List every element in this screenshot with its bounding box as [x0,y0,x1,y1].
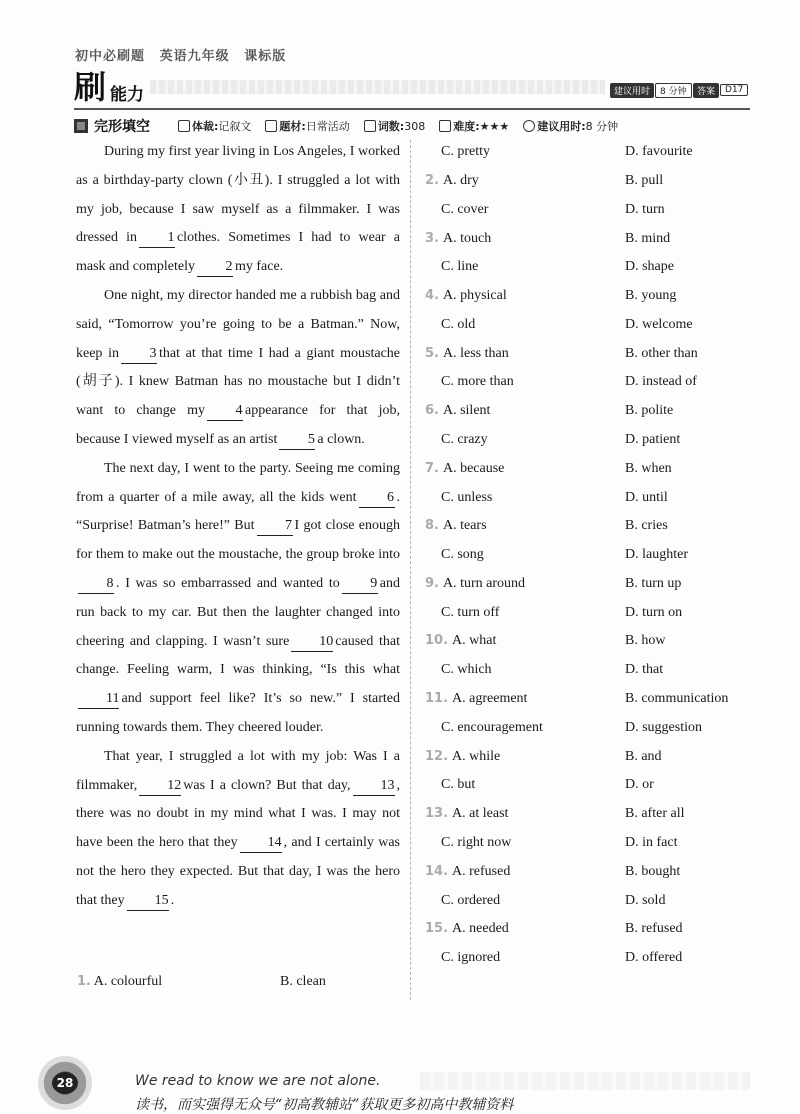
option-text: A. dry [442,173,479,188]
option-text: C. more than [441,374,514,390]
option-text: C. turn off [441,604,500,620]
meta-time [523,118,618,134]
question-number: 9. [425,575,439,591]
clock-icon [523,120,535,132]
option-text: B. cries [625,518,668,534]
option-text: A. what [452,633,497,649]
option-text: D. offered [625,950,683,966]
question-number: 2. [425,173,439,188]
question-15-option-d [625,950,682,966]
question-number: 13. [425,806,449,822]
question-number: 12. [425,748,449,764]
question-6-option-d [625,432,680,448]
passage-text: a clown. [317,431,365,447]
option-text: D. patient [625,432,681,448]
option-text: D. suggestion [625,719,702,735]
question-3-option-b [625,231,670,247]
question-13-option-d [625,835,677,851]
option-text: A. tears [442,518,487,534]
option-text: C. right now [441,834,512,850]
option-text: A. physical [442,288,507,304]
question-10-option-a [425,633,496,649]
option-text: C. song [441,547,484,563]
option-text: B. other than [625,345,698,361]
meta-topic [265,118,349,134]
option-text: C. ignored [441,950,501,966]
question-4-option-a [425,288,507,304]
genre-icon [178,120,190,132]
question-15-option-a [425,921,509,937]
meta-topic-label: 题材: [279,120,306,133]
cloze-passage [76,138,400,916]
option-text: A. at least [452,806,509,822]
blank-12: 12 [139,777,181,796]
question-14-option-d [625,893,665,909]
question-5-option-c [441,374,514,390]
question-number: 7. [425,460,439,476]
option-text: B. how [625,633,666,649]
question-number: 14. [425,863,449,879]
question-5-option-b [625,346,698,362]
section-title: 完形填空 [94,119,150,135]
word-count-icon [364,120,376,132]
meta-difficulty-value: ★★★ [479,119,510,133]
paragraph-2 [76,282,400,455]
option-text: D. shape [625,259,674,275]
question-number: 5. [425,345,439,361]
footer-motto: We read to know we are not alone. [135,1073,381,1089]
meta-genre [178,118,251,134]
question-7-option-a [425,461,504,477]
question-12-option-a [425,749,500,765]
option-b: B. clean [280,974,326,989]
question-12-option-d [625,777,654,793]
brand-logo: 刷 [74,68,107,106]
question-number: 11. [425,691,449,707]
question-15-option-b [625,921,683,937]
blank-1: 1 [139,229,175,248]
option-text: B. bought [625,863,681,879]
meta-topic-value: 日常活动 [305,120,350,133]
option-text: B. polite [625,403,674,419]
footer-decoration [420,1072,750,1090]
passage-text: was I a clown? But that day, [183,777,351,793]
option-text: C. cover [441,201,489,217]
passage-text: One night, my director handed me a rubbish bag and said, “Tomorrow you’re going to be a Batman.” Now, keep in [76,287,400,361]
passage-text: , there was no doubt in my mind what I was. I may not have been the hero that they [76,777,400,851]
question-10-option-c [441,662,492,678]
question-3-option-a [425,231,491,247]
meta-difficulty [439,118,509,134]
answer-badge [693,82,748,98]
option-text: A. needed [452,921,509,937]
question-number: 6. [425,403,439,419]
option-text: D. that [625,662,664,678]
option-text: C. crazy [441,432,488,448]
blank-9: 9 [342,575,378,594]
option-text: C. but [441,777,476,793]
question-4-option-d [625,317,693,333]
blank-15: 15 [127,892,169,911]
blank-11: 11 [78,690,119,709]
question-8-option-a [425,518,487,534]
question-12-option-c [441,777,475,793]
option-text: C. which [441,662,492,678]
option-text: D. turn [625,201,665,217]
blank-14: 14 [240,834,282,853]
question-number: 1. [77,974,91,989]
question-14-option-b [625,864,680,880]
time-value: 8 分钟 [655,83,692,98]
question-7-option-d [625,490,668,506]
time-label: 建议用时 [610,83,654,98]
passage-text: that at that time I had a giant moustache (胡子). I knew Batman has no moustache but I didn’t want to change my [76,345,400,419]
question-4-option-c [441,317,475,333]
option-text: A. turn around [442,575,526,591]
option-text: A. while [452,748,501,764]
question-1-option-d: D. favourite [625,144,693,159]
decorative-band [150,80,605,94]
option-text: C. line [441,259,479,275]
meta-words-label: 词数: [377,120,405,133]
option-text: B. communication [625,691,729,707]
question-1-option-c: C. pretty [441,144,490,159]
difficulty-icon [439,120,451,132]
passage-text: appearance for that job, because I viewed myself as an artist [76,403,401,447]
page-number: 28 [52,1072,78,1094]
topic-icon [265,120,277,132]
question-10-option-d [625,662,663,678]
option-text: A. touch [442,230,492,246]
blank-4: 4 [207,402,243,421]
question-2-option-c [441,202,488,218]
option-text: B. refused [625,921,683,937]
option-text: C. unless [441,489,493,505]
question-15-option-c [441,950,500,966]
option-a: A. colourful [93,974,163,989]
question-14-option-c [441,893,500,909]
question-11-option-b [625,691,728,707]
option-text: C. old [441,316,476,332]
meta-genre-value: 记叙文 [218,120,252,133]
question-5-option-a [425,346,509,362]
question-2-option-d [625,202,665,218]
meta-time-value: 8 分钟 [585,120,619,133]
question-8-option-b [625,518,668,534]
blank-2: 2 [197,258,233,277]
passage-text: , and I certainly was not the hero they expected. But that day, I was the hero that they [76,835,401,908]
option-text: B. young [625,288,677,304]
passage-text: That year, I struggled a lot with my job: Was I a filmmaker, [76,748,400,793]
paragraph-4 [76,743,400,916]
question-4-option-b [625,288,676,304]
question-3-option-c [441,259,478,275]
meta-time-label: 建议用时: [537,120,586,133]
question-2-option-a [425,173,479,189]
question-6-option-a [425,403,490,419]
column-divider [410,140,411,1000]
option-text: B. after all [625,806,685,822]
paragraph-1 [76,138,400,282]
question-9-option-b [625,576,681,592]
question-10-option-b [625,633,665,649]
section-bar [74,116,632,136]
passage-text: clothes. Sometimes I had to wear a mask and completely [76,230,400,275]
blank-5: 5 [279,431,315,450]
meta-difficulty-label: 难度: [453,120,480,133]
option-text: A. because [442,460,505,476]
blank-7: 7 [257,517,293,536]
question-number: 3. [425,230,439,246]
question-number: 10. [425,633,449,649]
option-text: D. in fact [625,834,678,850]
option-text: A. agreement [452,691,528,707]
question-6-option-b [625,403,673,419]
passage-text: and support feel like? It’s so new.” I started running towards them. They cheered louder. [76,691,400,735]
option-text: B. pull [625,173,664,188]
meta-words-value: 308 [404,119,426,133]
question-13-option-c [441,835,511,851]
meta-words [364,118,425,134]
meta-genre-label: 体裁: [192,120,219,133]
option-text: C. ordered [441,892,501,908]
passage-text: . I was so embarrassed and wanted to [116,575,340,591]
blank-8: 8 [78,575,114,594]
question-11-option-d [625,720,702,736]
footer-watermark-text: 读书，而实强得无众号“初高教辅站”获取更多初高中教辅资料 [135,1097,514,1113]
option-text: A. silent [442,403,491,419]
option-text: D. turn on [625,604,683,620]
question-13-option-b [625,806,684,822]
option-text: A. refused [452,863,511,879]
passage-text: The next day, I went to the party. Seeing me coming from a quarter of a mile away, all the kids went [76,460,400,505]
question-13-option-a [425,806,508,822]
blank-13: 13 [353,777,395,796]
blank-10: 10 [291,633,333,652]
blank-6: 6 [359,489,395,508]
question-9-option-d [625,605,682,621]
option-text: B. turn up [625,575,682,591]
option-text: B. and [625,748,662,764]
option-text: C. encouragement [441,719,543,735]
passage-text: During my first year living in Los Angeles, I worked as a birthday-party clown (小丑). I struggled a lot with my job, because I saw myself as a filmmaker. I was dressed in [76,144,400,246]
option-text: D. laughter [625,547,688,563]
option-text: D. sold [625,892,666,908]
question-9-option-c [441,605,499,621]
question-11-option-c [441,720,543,736]
option-text: A. less than [442,345,509,361]
question-2-option-b [625,173,663,189]
time-badge [610,82,692,98]
answer-page: D17 [720,84,748,96]
paragraph-3 [76,455,400,743]
question-1 [77,974,407,990]
passage-text: my face. [234,259,284,275]
answer-label: 答案 [693,83,719,98]
question-6-option-c [441,432,488,448]
passage-text: . [170,892,175,908]
option-text: D. instead of [625,374,697,390]
question-7-option-b [625,461,672,477]
option-text: D. welcome [625,316,693,332]
question-14-option-a [425,864,510,880]
level-label: 能力 [110,85,144,105]
header-rule [74,108,750,110]
series-grade: 英语九年级 [159,48,230,63]
section-mark-icon [74,119,88,133]
passage-text: I got close enough for them to make out the moustache, the group broke into [76,518,401,563]
series-edition: 课标版 [244,48,287,63]
option-text: D. until [625,489,668,505]
question-3-option-d [625,259,674,275]
option-text: B. when [625,460,672,476]
question-7-option-c [441,490,492,506]
option-text: D. or [625,777,654,793]
passage-text: caused that change. Feeling warm, I was thinking, “Is this what [76,633,401,678]
question-11-option-a [425,691,527,707]
passage-text: . “Surprise! Batman’s here!” But [76,489,400,534]
option-text: B. mind [625,230,671,246]
question-number: 8. [425,518,439,534]
question-9-option-a [425,576,525,592]
question-5-option-d [625,374,697,390]
question-number: 15. [425,921,449,937]
question-8-option-c [441,547,484,563]
series-title [75,45,296,64]
series-level: 初中必刷题 [75,48,146,63]
blank-3: 3 [121,345,157,364]
passage-text: and run back to my car. But then the laughter changed into cheering and clapping. I wasn’t sure [76,575,400,649]
question-8-option-d [625,547,688,563]
question-12-option-b [625,749,662,765]
question-number: 4. [425,288,439,304]
